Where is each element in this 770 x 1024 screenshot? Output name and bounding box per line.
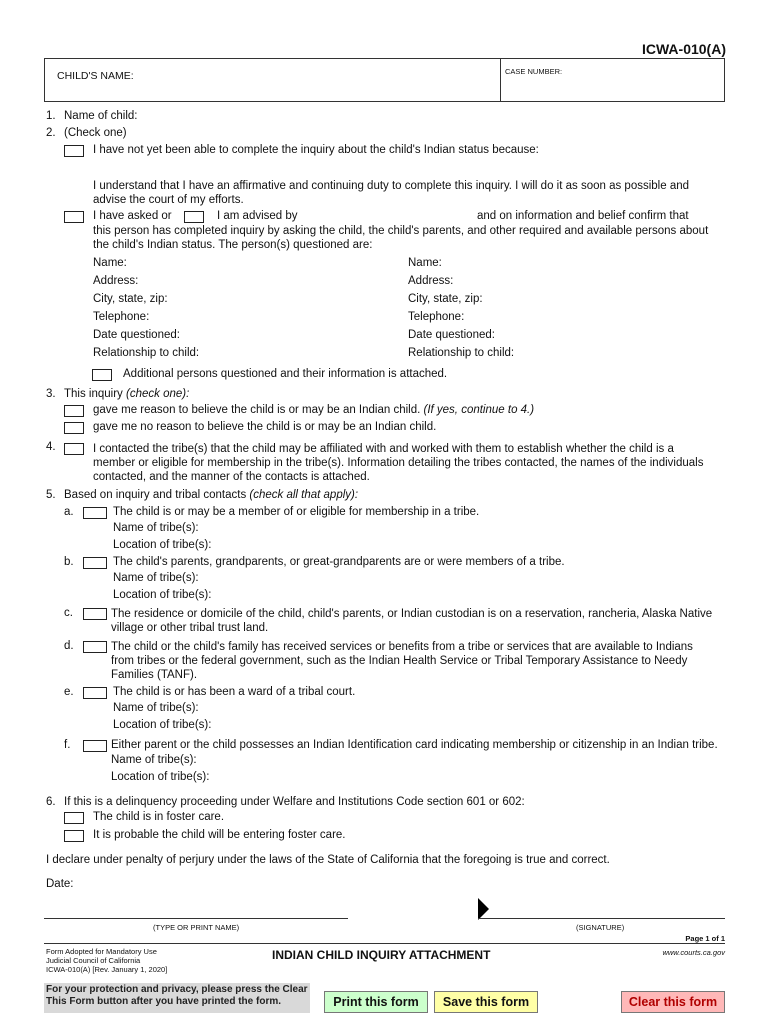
header-box bbox=[44, 58, 725, 102]
date-field[interactable] bbox=[80, 874, 280, 892]
item-5f-text: Either parent or the child possesses an Indian Identification card indicating membership or citizenship in an Indian tribe. bbox=[111, 739, 718, 751]
additional-persons-text: Additional persons questioned and their information is attached. bbox=[123, 368, 448, 380]
item-5f-tribe-name-label: Name of tribe(s): bbox=[111, 754, 197, 766]
item-3a-checkbox[interactable] bbox=[64, 405, 84, 417]
item-5b-tribe-name-label: Name of tribe(s): bbox=[113, 572, 199, 584]
item-5f-checkbox[interactable] bbox=[83, 740, 107, 752]
item-5c-checkbox[interactable] bbox=[83, 608, 107, 620]
person1-city-label: City, state, zip: bbox=[93, 293, 168, 305]
item-6-number: 6. bbox=[46, 796, 56, 808]
item-3-label-b: (check one): bbox=[126, 388, 190, 400]
person2-telephone-label: Telephone: bbox=[408, 311, 465, 323]
form-title: INDIAN CHILD INQUIRY ATTACHMENT bbox=[272, 948, 491, 962]
item-3-label-a: This inquiry bbox=[64, 388, 126, 400]
type-name-caption: (TYPE OR PRINT NAME) bbox=[153, 923, 240, 932]
person1-date-label: Date questioned: bbox=[93, 329, 180, 341]
header-divider bbox=[500, 59, 501, 102]
person1-relationship-label: Relationship to child: bbox=[93, 347, 200, 359]
understand-text: I understand that I have an affirmative and continuing duty to complete this inquiry. I will do it as soon as possible and advise the court of my efforts. bbox=[93, 180, 690, 206]
person1-name-label: Name: bbox=[93, 257, 127, 269]
item-3a-note: (If yes, continue to 4.) bbox=[423, 404, 535, 416]
item-6b-checkbox[interactable] bbox=[64, 830, 84, 842]
form-id: ICWA-010(A) bbox=[641, 41, 726, 57]
item-3a-text bbox=[93, 404, 534, 416]
item-3a-main: gave me reason to believe the child is or may be an Indian child. bbox=[93, 404, 424, 416]
item-2b-advised-text: I am advised by bbox=[217, 210, 298, 222]
type-name-line bbox=[44, 918, 348, 919]
item-3b-checkbox[interactable] bbox=[64, 422, 84, 434]
footer-adopted: Form Adopted for Mandatory Use bbox=[46, 947, 157, 956]
item-5d-letter: d. bbox=[64, 640, 74, 652]
childs-name-label: CHILD'S NAME: bbox=[57, 70, 134, 82]
item-2b-continuation: this person has completed inquiry by asking the child, the child's parents, and other required and available persons about the child's Indian status. The person(s) questioned are: bbox=[93, 225, 709, 251]
privacy-line-2: This Form button after you have printed the form. bbox=[46, 996, 282, 1007]
item-2b-asked-checkbox[interactable] bbox=[64, 211, 84, 223]
item-3b-text: gave me no reason to believe the child is or may be an Indian child. bbox=[93, 421, 437, 433]
item-2b-asked-text: I have asked or bbox=[93, 210, 172, 222]
item-5a-checkbox[interactable] bbox=[83, 507, 107, 519]
item-5e-checkbox[interactable] bbox=[83, 687, 107, 699]
item-5a-tribe-location-label: Location of tribe(s): bbox=[113, 539, 212, 551]
item-5c-text: The residence or domicile of the child, child's parents, or Indian custodian is on a reservation, rancheria, Alaska Native village or other tribal trust land. bbox=[111, 608, 713, 634]
person2-address-label: Address: bbox=[408, 275, 454, 287]
item-1-label: Name of child: bbox=[64, 110, 138, 122]
item-5a-text: The child is or may be a member of or eligible for membership in a tribe. bbox=[113, 506, 480, 518]
item-5e-tribe-name-label: Name of tribe(s): bbox=[113, 702, 199, 714]
item-5a-tribe-name-label: Name of tribe(s): bbox=[113, 522, 199, 534]
item-5d-checkbox[interactable] bbox=[83, 641, 107, 653]
item-3-number: 3. bbox=[46, 388, 56, 400]
item-4-number: 4. bbox=[46, 441, 56, 453]
item-2a-checkbox[interactable] bbox=[64, 145, 84, 157]
item-5e-text: The child is or has been a ward of a tribal court. bbox=[113, 686, 356, 698]
additional-persons-checkbox[interactable] bbox=[92, 369, 112, 381]
item-5f-tribe-location-label: Location of tribe(s): bbox=[111, 771, 210, 783]
item-1-number: 1. bbox=[46, 110, 56, 122]
item-5c-letter: c. bbox=[64, 607, 73, 619]
item-5b-letter: b. bbox=[64, 556, 74, 568]
signature-caption: (SIGNATURE) bbox=[576, 923, 625, 932]
item-5a-letter: a. bbox=[64, 506, 74, 518]
page-number: Page 1 of 1 bbox=[685, 934, 725, 943]
person2-city-label: City, state, zip: bbox=[408, 293, 483, 305]
item-3-label bbox=[64, 388, 189, 400]
footer-rule bbox=[44, 943, 725, 944]
item-5b-text: The child's parents, grandparents, or great-grandparents are or were members of a tribe. bbox=[113, 556, 565, 568]
clear-button[interactable]: Clear this form bbox=[621, 991, 725, 1013]
item-2-label: (Check one) bbox=[64, 127, 127, 139]
declaration-text: I declare under penalty of perjury under the laws of the State of California that the foregoing is true and correct. bbox=[46, 854, 610, 866]
person2-relationship-label: Relationship to child: bbox=[408, 347, 515, 359]
person1-telephone-label: Telephone: bbox=[93, 311, 150, 323]
item-2a-text: I have not yet been able to complete the inquiry about the child's Indian status because: bbox=[93, 144, 539, 156]
item-5-label-b: (check all that apply): bbox=[249, 489, 359, 501]
item-6a-text: The child is in foster care. bbox=[93, 811, 225, 823]
type-name-field[interactable] bbox=[46, 900, 346, 917]
person2-name-label: Name: bbox=[408, 257, 442, 269]
item-2-number: 2. bbox=[46, 127, 56, 139]
print-button[interactable]: Print this form bbox=[324, 991, 428, 1013]
item-5-label bbox=[64, 489, 358, 501]
item-2b-confirm-text: and on information and belief confirm that bbox=[477, 210, 689, 222]
signature-arrow-icon bbox=[478, 898, 490, 920]
item-2b-advised-checkbox[interactable] bbox=[184, 211, 204, 223]
date-label: Date: bbox=[46, 878, 74, 890]
item-5e-tribe-location-label: Location of tribe(s): bbox=[113, 719, 212, 731]
item-6a-checkbox[interactable] bbox=[64, 812, 84, 824]
footer-council: Judicial Council of California bbox=[46, 956, 141, 965]
childs-name-field[interactable] bbox=[165, 63, 495, 99]
item-5-label-a: Based on inquiry and tribal contacts bbox=[64, 489, 250, 501]
person1-address-label: Address: bbox=[93, 275, 139, 287]
footer-rev: ICWA-010(A) [Rev. January 1, 2020] bbox=[46, 965, 168, 974]
item-4-checkbox[interactable] bbox=[64, 443, 84, 455]
item-5e-letter: e. bbox=[64, 686, 74, 698]
privacy-notice bbox=[44, 983, 310, 1013]
case-number-label: CASE NUMBER: bbox=[505, 67, 563, 76]
signature-line bbox=[478, 918, 725, 919]
save-button[interactable]: Save this form bbox=[434, 991, 538, 1013]
item-5d-text: The child or the child's family has received services or benefits from a tribe or services that are available to Indians from tribes or the federal government, such as the Indian Health Service or Tribal Temporary Assistance to Needy Families (TANF). bbox=[111, 641, 693, 681]
item-6b-text: It is probable the child will be entering foster care. bbox=[93, 829, 346, 841]
item-5-number: 5. bbox=[46, 489, 56, 501]
website: www.courts.ca.gov bbox=[662, 948, 725, 957]
item-5b-tribe-location-label: Location of tribe(s): bbox=[113, 589, 212, 601]
item-5b-checkbox[interactable] bbox=[83, 557, 107, 569]
case-number-field[interactable] bbox=[503, 77, 721, 99]
item-4-text: I contacted the tribe(s) that the child may be affiliated with and worked with them to establish whether the child is a member or eligible for membership in the tribe(s). Information detailing the tribes contacted, the names of the individuals contacted, and the manner of the contacts is attached. bbox=[93, 443, 704, 483]
privacy-line-1: For your protection and privacy, please press the Clear bbox=[46, 984, 308, 995]
item-6-label: If this is a delinquency proceeding under Welfare and Institutions Code section 601 or 602: bbox=[64, 796, 525, 808]
item-5f-letter: f. bbox=[64, 739, 71, 751]
person2-date-label: Date questioned: bbox=[408, 329, 495, 341]
